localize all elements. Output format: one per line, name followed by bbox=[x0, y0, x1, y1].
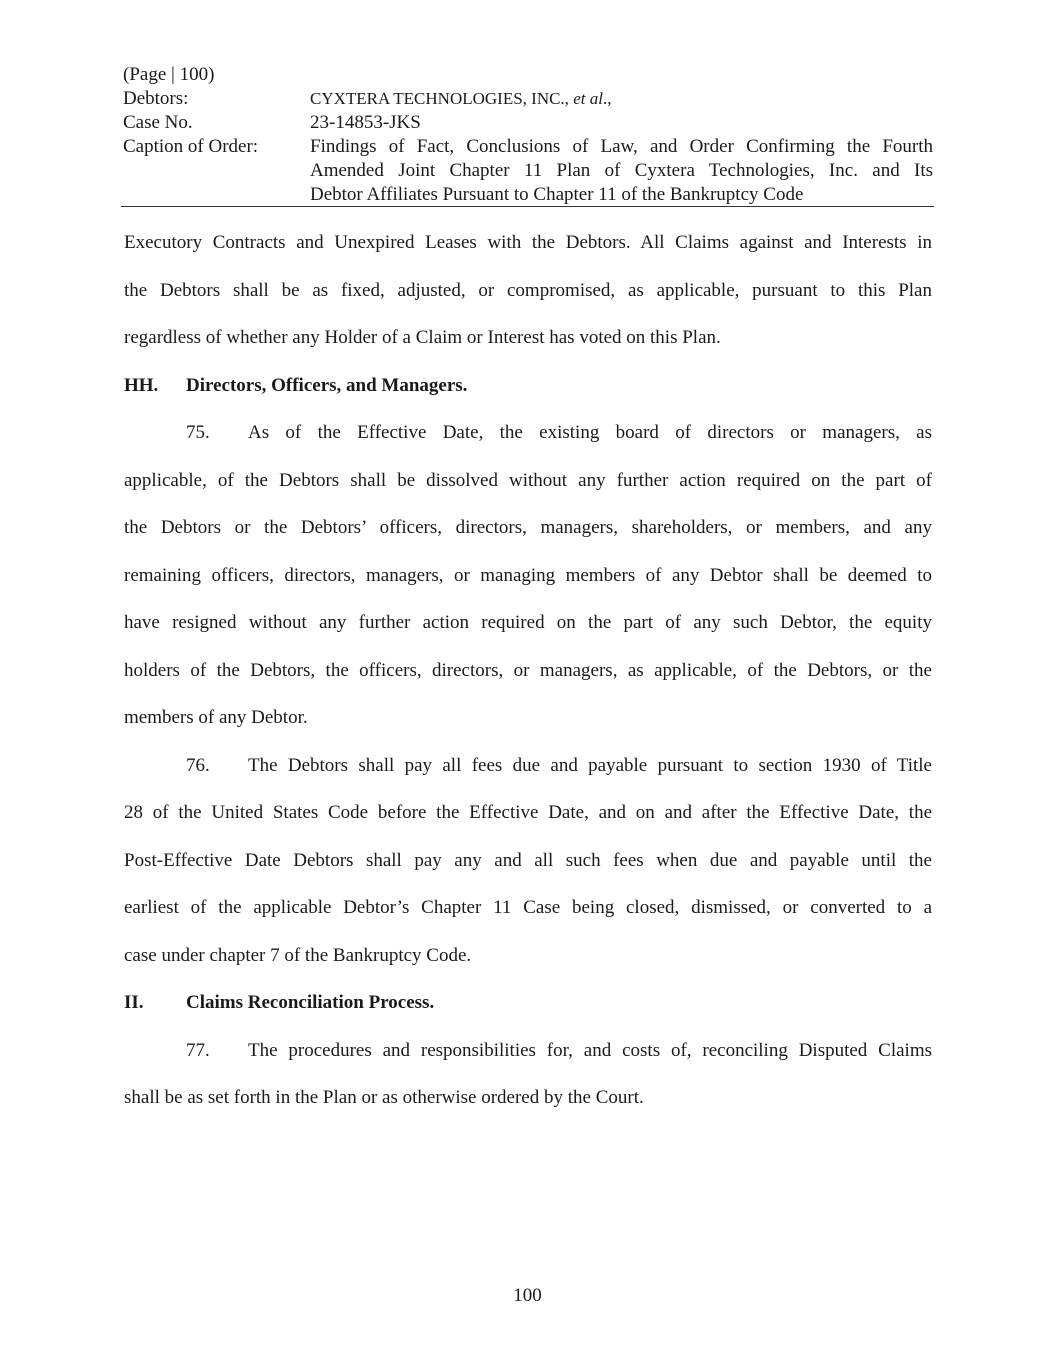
section-number: HH. bbox=[124, 374, 159, 396]
paragraph-number: 76. bbox=[186, 754, 210, 776]
document-body bbox=[124, 229, 932, 1132]
debtors-value bbox=[310, 87, 933, 111]
caption-row bbox=[123, 135, 933, 207]
paragraph-text: As of the Effective Date, the existing board of directors or managers, as bbox=[248, 422, 932, 443]
case-number-label: Case No. bbox=[123, 112, 193, 133]
paragraph-number: 75. bbox=[186, 422, 210, 443]
debtors-label: Debtors: bbox=[123, 88, 189, 109]
section-title: Directors, Officers, and Managers. bbox=[186, 374, 468, 396]
debtors-name: CYXTERA TECHNOLOGIES, INC., bbox=[310, 89, 569, 108]
paragraph-76-first-line bbox=[124, 752, 932, 800]
debtors-et-al: et al bbox=[573, 89, 603, 108]
section-number: II. bbox=[124, 992, 144, 1013]
body-line: earliest of the applicable Debtor’s Chapter 11 Case being closed, dismissed, or converted to a bbox=[124, 897, 932, 918]
body-line: applicable, of the Debtors shall be dissolved without any further action required on the part of bbox=[124, 469, 932, 491]
debtors-row bbox=[123, 87, 933, 111]
body-line: shall be as set forth in the Plan or as otherwise ordered by the Court. bbox=[124, 1087, 644, 1108]
section-heading-hh bbox=[124, 372, 932, 420]
caption-line: Findings of Fact, Conclusions of Law, and Order Confirming the Fourth bbox=[310, 136, 933, 157]
debtors-tail: ., bbox=[602, 89, 612, 108]
caption-value bbox=[310, 135, 933, 207]
paragraph-number: 77. bbox=[186, 1039, 210, 1061]
body-line: the Debtors or the Debtors’ officers, directors, managers, shareholders, or members, and any bbox=[124, 517, 932, 538]
body-line: the Debtors shall be as fixed, adjusted, or compromised, as applicable, pursuant to this Plan bbox=[124, 279, 932, 301]
body-line: holders of the Debtors, the officers, directors, or managers, as applicable, of the Debtors, or the bbox=[124, 659, 932, 681]
case-number-row bbox=[123, 111, 933, 135]
body-line: remaining officers, directors, managers, or managing members of any Debtor shall be deemed to bbox=[124, 564, 932, 586]
section-heading-ii bbox=[124, 989, 932, 1037]
caption-label: Caption of Order: bbox=[123, 136, 259, 157]
page-number: 100 bbox=[513, 1285, 542, 1306]
page-header bbox=[123, 63, 933, 207]
paragraph-text: The procedures and responsibilities for, and costs of, reconciling Disputed Claims bbox=[248, 1039, 932, 1061]
caption-line: Debtor Affiliates Pursuant to Chapter 11 of the Bankruptcy Code bbox=[310, 184, 804, 205]
case-number-value: 23-14853-JKS bbox=[310, 112, 421, 133]
body-line: 28 of the United States Code before the Effective Date, and on and after the Effective Date, the bbox=[124, 802, 932, 823]
page-reference-row bbox=[123, 63, 933, 87]
section-title: Claims Reconciliation Process. bbox=[186, 992, 435, 1013]
page-reference: (Page | 100) bbox=[123, 64, 215, 85]
body-line: have resigned without any further action required on the part of any such Debtor, the equity bbox=[124, 612, 932, 633]
body-line: case under chapter 7 of the Bankruptcy Code. bbox=[124, 944, 472, 966]
paragraph-text: The Debtors shall pay all fees due and payable pursuant to section 1930 of Title bbox=[248, 754, 932, 776]
body-line: members of any Debtor. bbox=[124, 707, 308, 728]
body-line: Executory Contracts and Unexpired Leases with the Debtors. All Claims against and Interests in bbox=[124, 232, 932, 253]
caption-line: Amended Joint Chapter 11 Plan of Cyxtera Technologies, Inc. and Its bbox=[310, 160, 933, 181]
paragraph-75-first-line bbox=[124, 419, 932, 467]
header-divider bbox=[121, 206, 934, 207]
body-line: regardless of whether any Holder of a Claim or Interest has voted on this Plan. bbox=[124, 327, 721, 348]
paragraph-77-first-line bbox=[124, 1037, 932, 1085]
body-line: Post-Effective Date Debtors shall pay any and all such fees when due and payable until the bbox=[124, 849, 932, 871]
